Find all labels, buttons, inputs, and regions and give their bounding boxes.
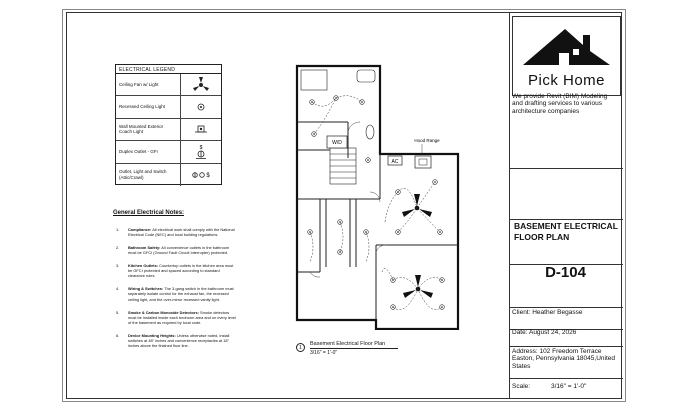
view-title: Basement Electrical Floor Plan [310,341,386,347]
svg-text:$: $ [206,172,210,179]
view-scale: 3/16" = 1'-0" [310,350,338,356]
house-logo-icon [513,21,622,71]
legend-label: Recessed Ceiling Light [116,96,181,117]
ceiling-fan-icon [190,76,212,94]
notes-title: General Electrical Notes: [113,210,185,216]
sheet-title: BASEMENT ELECTRICAL FLOOR PLAN [514,221,618,243]
drawing-date: Date: August 24, 2026 [512,329,577,336]
note-item: 6. Device Mounting Heights: Unless otherwise noted, install switches at 48" inches and convenience receptacles at 18" inches above the finished floor line. [116,332,230,348]
note-item: 3. Kitchen Outlets: Countertop outlets in the kitchen area must be GFCI protected and spaced according to standard clearance rules. [116,263,234,279]
wd-label: W/D [332,140,342,146]
recessed-light-icon [191,101,211,113]
logo-box [512,16,621,96]
view-number: 1 [296,343,305,352]
project-address: Address: 102 Freedom Terrace Easton, Pennsylvania 18045,United States [512,348,615,370]
client-name: Client: Heather Begasse [512,309,583,316]
ac-label: AC [391,159,399,165]
company-name: Pick Home [527,72,606,89]
coach-light-icon [191,122,211,136]
legend-label: Ceiling Fan w/ Light [116,74,181,95]
general-electrical-notes [113,210,293,356]
sheet-number: D-104 [545,264,586,281]
hood-range-label: Hood Range [414,138,440,143]
note-item: 2. Bathroom Safety: All convenience outlets in the bathroom must be GFCI (Ground Fault Circuit Interrupter) protected. [116,244,230,256]
legend-row [116,96,221,118]
electrical-legend [115,64,222,185]
legend-label: Outlet, Light and Switch (Attic/Crawl) [116,164,181,186]
gfi-outlet-icon [191,144,211,160]
legend-row [116,141,221,163]
outlet-switch-icon [190,168,212,182]
legend-label: Duplex Outlet - GFI [116,141,181,162]
legend-row [116,74,221,96]
title-block [509,12,622,399]
company-tagline: We provide Revit (BIM) Modeling and drafting services to various architecture companies [512,93,608,115]
svg-text:$: $ [199,144,203,151]
scale-value: 3/16" = 1'-0" [551,383,587,390]
legend-row [116,164,221,186]
legend-title: ELECTRICAL LEGEND [116,65,221,74]
note-item: 4. Wiring & Switches: The 3-gang switch in the bathroom must separately isolate control for the exhaust fan, the recessed ceiling light, and the over-mirror recessed vanity light. [116,286,234,302]
legend-label: Wall Mounted Exterior Coach Light [116,119,181,140]
note-item: 5. Smoke & Carbon Monoxide Detectors: Smoke detectors must be installed inside each bedroom area and on every level of the basement as required by local code. [116,309,236,325]
note-item: 1. Compliance: All electrical work shall comply with the National Electrical Code (NEC) and local building regulations. [116,226,235,237]
basement-floor-plan [290,62,465,330]
scale-label: Scale: [512,383,531,390]
legend-row [116,119,221,141]
